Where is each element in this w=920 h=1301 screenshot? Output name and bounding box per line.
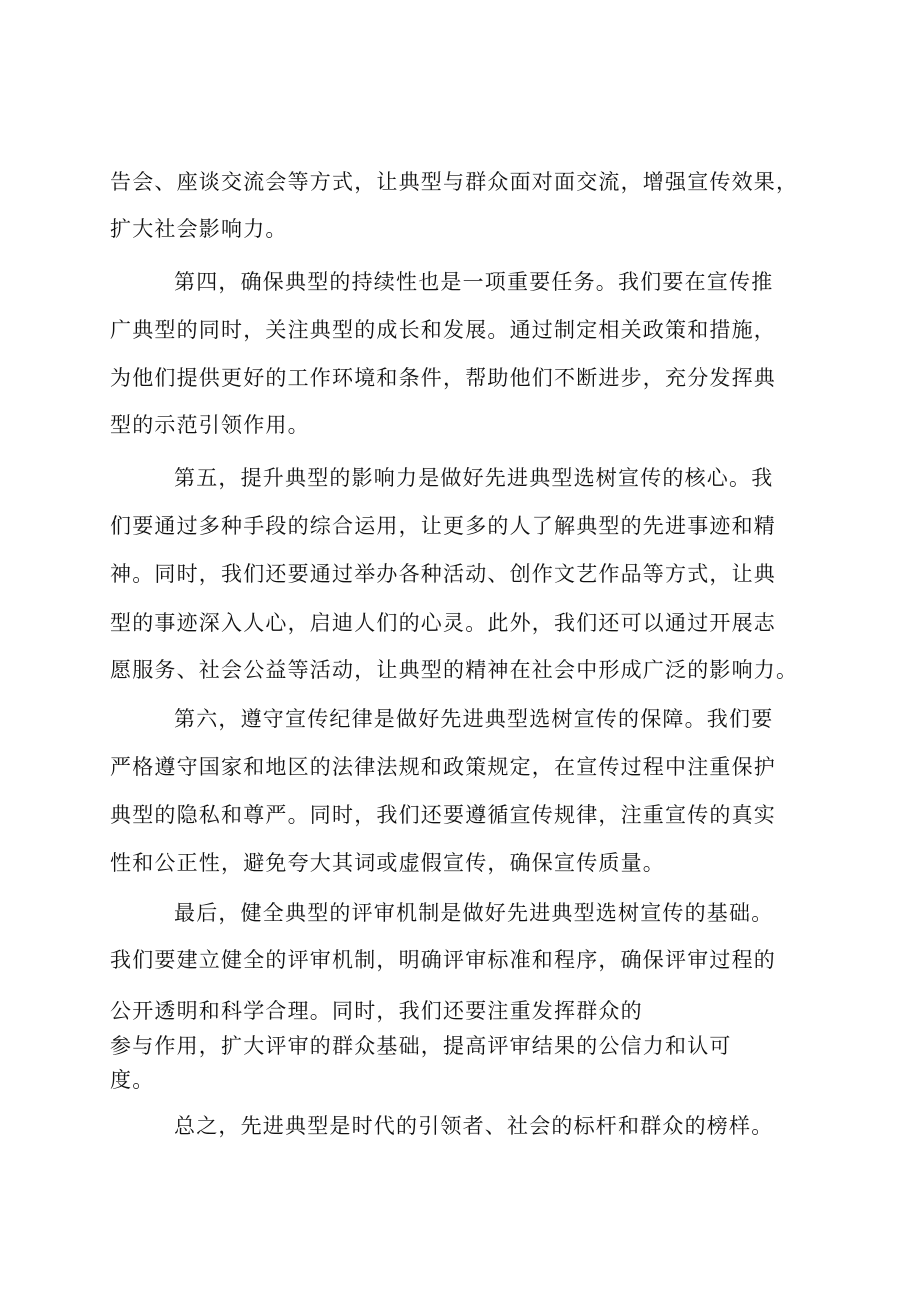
text-line-19: 参与作用，扩大评审的群众基础，提高评审结果的公信力和认可: [110, 1034, 732, 1058]
text-line-10: 型的事迹深入人心，启迪人们的心灵。此外，我们还可以通过开展志: [110, 611, 776, 635]
text-line-11: 愿服务、社会公益等活动，让典型的精神在社会中形成广泛的影响力。: [110, 658, 799, 682]
paragraph-4-start: 第四，确保典型的持续性也是一项重要任务。我们要在宣传推: [174, 270, 774, 294]
text-line-15: 性和公正性，避免夸大其词或虚假宣传，确保宣传质量。: [110, 851, 665, 875]
text-line-13: 严格遵守国家和地区的法律法规和政策规定，在宣传过程中注重保护: [110, 755, 776, 779]
text-line-9: 神。同时，我们还要通过举办各种活动、创作文艺作品等方式，让典: [110, 562, 776, 586]
text-line-18: 公开透明和科学合理。同时，我们还要注重发挥群众的: [110, 999, 643, 1023]
paragraph-5-start: 第五，提升典型的影响力是做好先进典型选树宣传的核心。我: [174, 466, 774, 490]
text-line-5: 为他们提供更好的工作环境和条件，帮助他们不断进步，充分发挥典: [110, 366, 776, 390]
text-line-2: 扩大社会影响力。: [110, 217, 288, 241]
conclusion-paragraph: 总之，先进典型是时代的引领者、社会的标杆和群众的榜样。: [174, 1114, 774, 1138]
text-line-4: 广典型的同时，关注典型的成长和发展。通过制定相关政策和措施，: [110, 318, 776, 342]
text-line-17: 我们要建立健全的评审机制，明确评审标准和程序，确保评审过程的: [110, 948, 776, 972]
text-line-8: 们要通过多种手段的综合运用，让更多的人了解典型的先进事迹和精: [110, 514, 776, 538]
text-line-14: 典型的隐私和尊严。同时，我们还要遵循宣传规律，注重宣传的真实: [110, 803, 776, 827]
text-line-6: 型的示范引领作用。: [110, 413, 310, 437]
text-line-1: 告会、座谈交流会等方式，让典型与群众面对面交流，增强宣传效果，: [110, 170, 799, 194]
paragraph-final-start: 最后，健全典型的评审机制是做好先进典型选树宣传的基础。: [174, 901, 774, 925]
text-line-20: 度。: [110, 1068, 155, 1092]
paragraph-6-start: 第六，遵守宣传纪律是做好先进典型选树宣传的保障。我们要: [174, 707, 774, 731]
